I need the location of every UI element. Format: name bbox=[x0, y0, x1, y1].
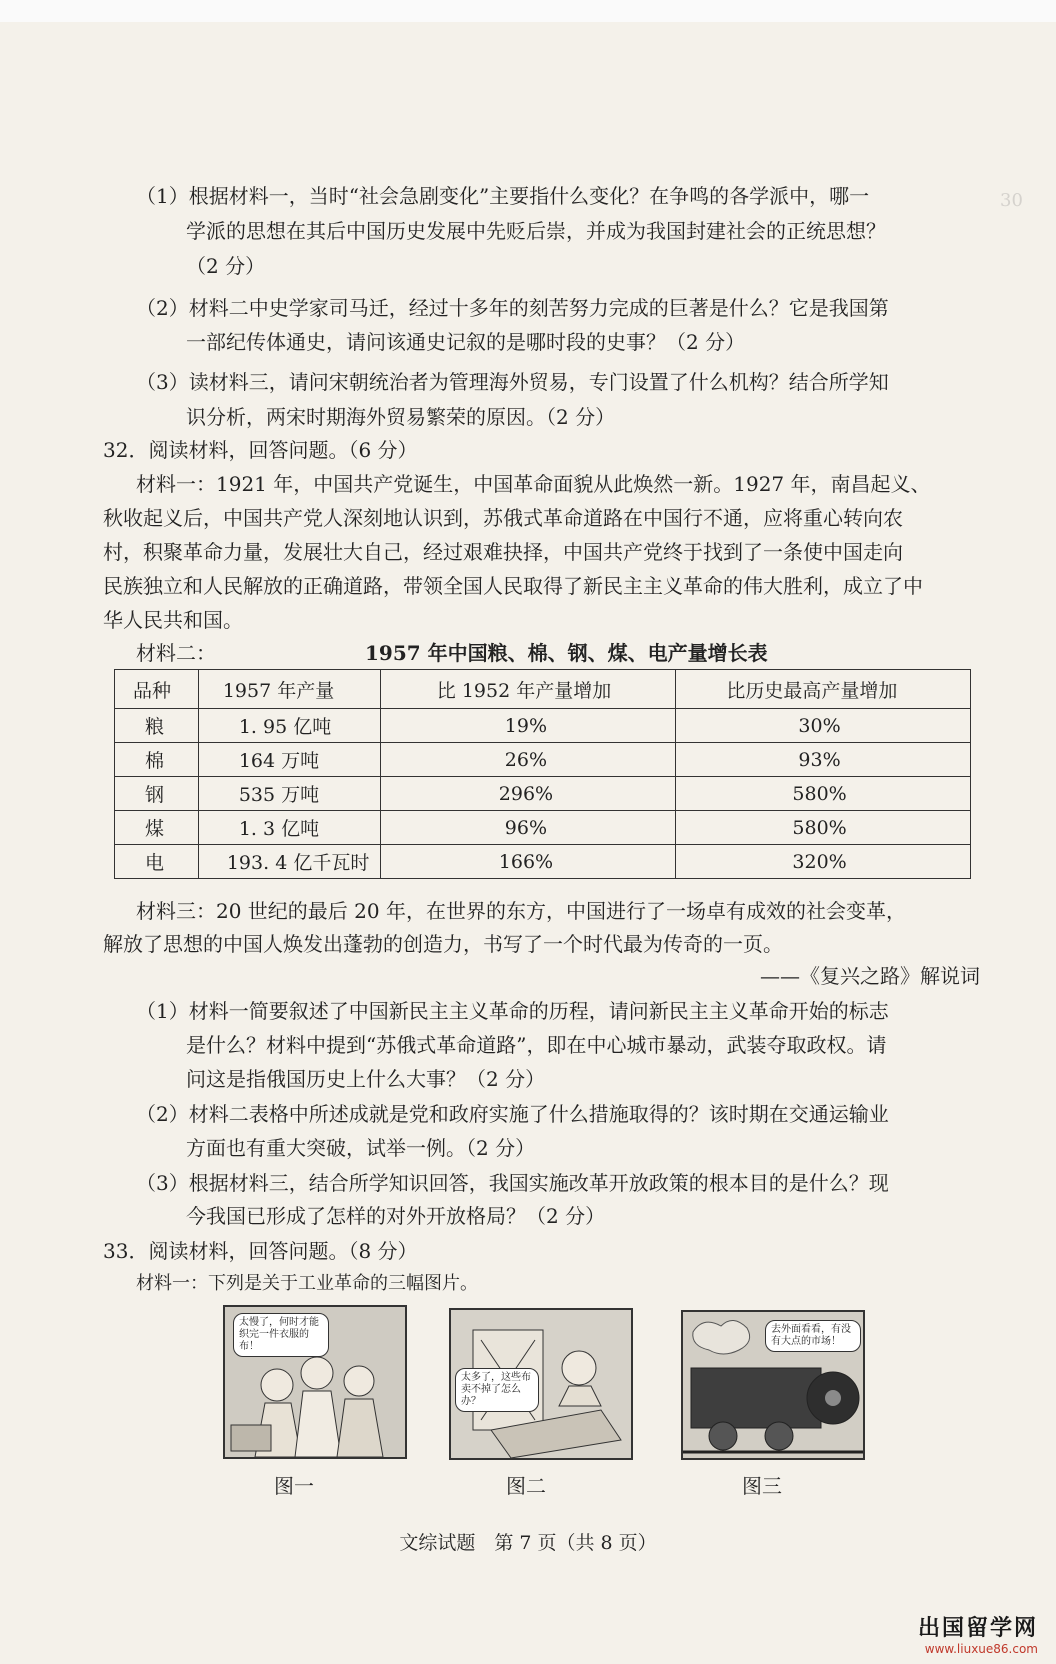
table-cell: 96% bbox=[380, 811, 676, 845]
page-footer: 文综试题 第 7 页（共 8 页） bbox=[399, 1532, 657, 1554]
table-cell: 1. 95 亿吨 bbox=[198, 709, 380, 743]
q31-sub1-line3: （2 分） bbox=[186, 254, 266, 278]
table-cell: 棉 bbox=[115, 743, 199, 777]
q33-heading: 33．阅读材料，回答问题。（8 分） bbox=[103, 1239, 418, 1263]
table-row bbox=[115, 845, 971, 879]
watermark-url: www.liuxue86.com bbox=[924, 1642, 1038, 1656]
table-cell: 320% bbox=[676, 845, 971, 879]
q32-material3-line1: 材料三：20 世纪的最后 20 年，在世界的东方，中国进行了一场卓有成效的社会变革， bbox=[136, 899, 906, 923]
table-cell: 1. 3 亿吨 bbox=[198, 811, 380, 845]
q32-sub1-line2: 是什么？材料中提到“苏俄式革命道路”，即在中心城市暴动，武装夺取政权。请 bbox=[186, 1033, 887, 1057]
table-cell: 580% bbox=[676, 811, 971, 845]
table-cell: 煤 bbox=[115, 811, 199, 845]
watermark-name: 出国留学网 bbox=[917, 1616, 1038, 1641]
table-row bbox=[115, 743, 971, 777]
q31-sub1-line1: （1）根据材料一，当时“社会急剧变化”主要指什么变化？在争鸣的各学派中，哪一 bbox=[136, 184, 870, 208]
table-cell: 电 bbox=[115, 845, 199, 879]
figure-1-speech-bubble: 太慢了，何时才能织完一件衣服的布！ bbox=[233, 1313, 329, 1357]
table-row bbox=[115, 709, 971, 743]
q32-table-title: 1957 年中国粮、棉、钢、煤、电产量增长表 bbox=[365, 641, 768, 665]
table-cell: 193. 4 亿千瓦时 bbox=[198, 845, 380, 879]
scan-top-edge bbox=[0, 0, 1056, 22]
table-cell: 166% bbox=[380, 845, 676, 879]
table-header-row bbox=[115, 670, 971, 709]
table-cell: 535 万吨 bbox=[198, 777, 380, 811]
q32-heading: 32．阅读材料，回答问题。（6 分） bbox=[103, 438, 418, 462]
table-row bbox=[115, 811, 971, 845]
table-header: 比 1952 年产量增加 bbox=[380, 670, 676, 709]
table-cell: 钢 bbox=[115, 777, 199, 811]
production-growth-table bbox=[114, 669, 971, 879]
q32-material1-line2: 秋收起义后，中国共产党人深刻地认识到，苏俄式革命道路在中国行不通，应将重心转向农 bbox=[103, 506, 903, 530]
q32-sub1-line3: 问这是指俄国历史上什么大事？（2 分） bbox=[186, 1067, 546, 1091]
q32-material1-line1: 材料一：1921 年，中国共产党诞生，中国革命面貌从此焕然一新。1927 年，南昌起义、 bbox=[136, 472, 931, 496]
q32-sub3-line2: 今我国已形成了怎样的对外开放格局？（2 分） bbox=[186, 1204, 606, 1228]
figure-2-illustration bbox=[449, 1308, 633, 1460]
q31-sub2-line1: （2）材料二中史学家司马迁，经过十多年的刻苦努力完成的巨著是什么？它是我国第 bbox=[136, 296, 889, 320]
figure-1-caption: 图一 bbox=[274, 1474, 314, 1498]
q31-sub2-line2: 一部纪传体通史，请问该通史记叙的是哪时段的史事？（2 分） bbox=[186, 330, 746, 354]
q32-material1-line5: 华人民共和国。 bbox=[103, 608, 243, 632]
q32-sub1-line1: （1）材料一简要叙述了中国新民主主义革命的历程，请问新民主主义革命开始的标志 bbox=[136, 999, 889, 1023]
q32-material1-line4: 民族独立和人民解放的正确道路，带领全国人民取得了新民主主义革命的伟大胜利，成立了中 bbox=[103, 574, 923, 598]
figure-3-illustration bbox=[681, 1310, 865, 1460]
figure-2-caption: 图二 bbox=[506, 1474, 546, 1498]
q32-material1-line3: 村，积聚革命力量，发展壮大自己，经过艰难抉择，中国共产党终于找到了一条使中国走向 bbox=[103, 540, 903, 564]
q33-material1: 材料一：下列是关于工业革命的三幅图片。 bbox=[136, 1273, 478, 1294]
q31-sub3-line2: 识分析，两宋时期海外贸易繁荣的原因。（2 分） bbox=[186, 405, 616, 429]
q31-sub3-line1: （3）读材料三，请问宋朝统治者为管理海外贸易，专门设置了什么机构？结合所学知 bbox=[136, 370, 889, 394]
table-cell: 26% bbox=[380, 743, 676, 777]
table-cell: 580% bbox=[676, 777, 971, 811]
table-header: 1957 年产量 bbox=[198, 670, 380, 709]
table-cell: 30% bbox=[676, 709, 971, 743]
q31-sub1-line2: 学派的思想在其后中国历史发展中先贬后崇，并成为我国封建社会的正统思想？ bbox=[186, 219, 886, 243]
q32-source: ——《复兴之路》解说词 bbox=[760, 964, 980, 988]
table-cell: 164 万吨 bbox=[198, 743, 380, 777]
figure-2-speech-bubble: 太多了，这些布卖不掉了怎么办？ bbox=[455, 1368, 539, 1412]
table-header: 品种 bbox=[115, 670, 199, 709]
figure-1-illustration bbox=[223, 1305, 407, 1459]
table-cell: 粮 bbox=[115, 709, 199, 743]
q32-sub2-line2: 方面也有重大突破，试举一例。（2 分） bbox=[186, 1136, 536, 1160]
q32-sub2-line1: （2）材料二表格中所述成就是党和政府实施了什么措施取得的？该时期在交通运输业 bbox=[136, 1102, 889, 1126]
q32-sub3-line1: （3）根据材料三，结合所学知识回答，我国实施改革开放政策的根本目的是什么？现 bbox=[136, 1171, 889, 1195]
figure-3-speech-bubble: 去外面看看，有没有大点的市场！ bbox=[765, 1320, 861, 1352]
table-cell: 19% bbox=[380, 709, 676, 743]
table-cell: 93% bbox=[676, 743, 971, 777]
table-row bbox=[115, 777, 971, 811]
figure-3-caption: 图三 bbox=[742, 1474, 782, 1498]
bleed-through: 30 bbox=[1000, 190, 1023, 211]
table-header: 比历史最高产量增加 bbox=[676, 670, 971, 709]
q32-material3-line2: 解放了思想的中国人焕发出蓬勃的创造力，书写了一个时代最为传奇的一页。 bbox=[103, 932, 783, 956]
table-cell: 296% bbox=[380, 777, 676, 811]
site-watermark bbox=[918, 1611, 1038, 1656]
q32-material2-label: 材料二： bbox=[136, 641, 216, 665]
